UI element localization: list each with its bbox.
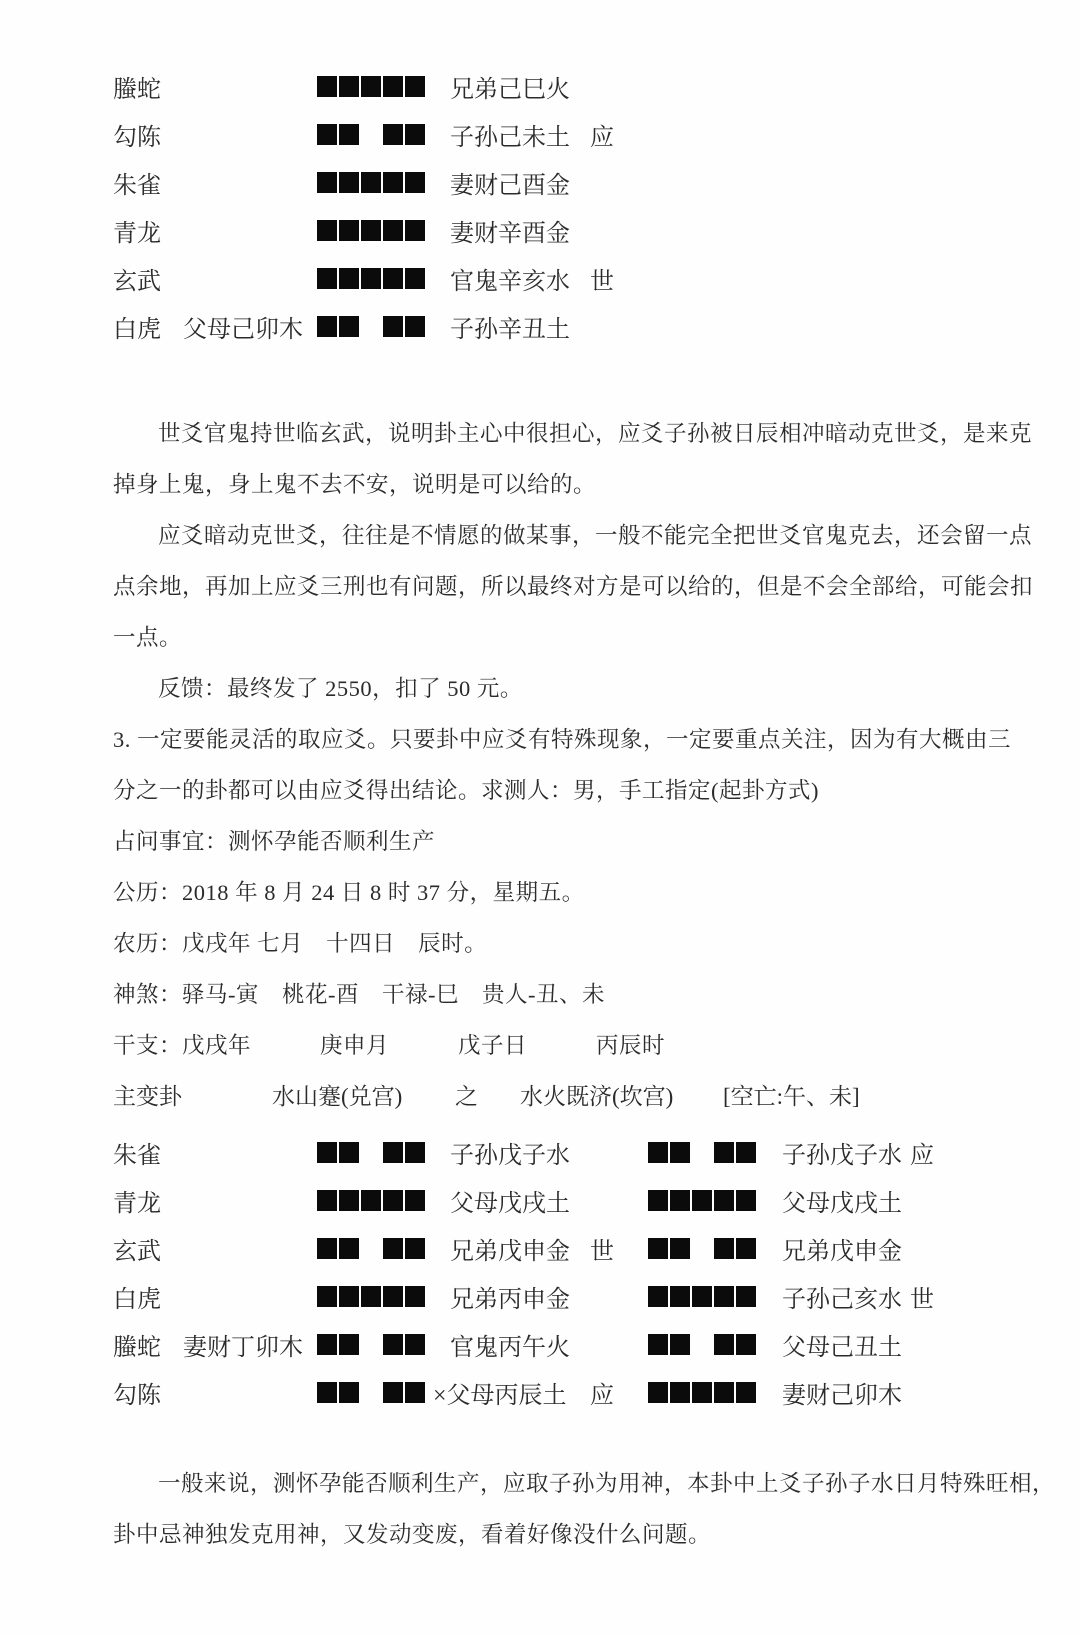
analysis-paragraph-line: 点余地，再加上应爻三刑也有问题，所以最终对方是可以给的，但是不会全部给，可能会扣 bbox=[113, 574, 1034, 599]
yao-text: 官鬼辛亥水 bbox=[450, 268, 570, 295]
main-changed-gua-header bbox=[113, 1071, 1050, 1122]
hexagram-row bbox=[113, 110, 1050, 158]
yao-line bbox=[317, 124, 425, 145]
analysis-text bbox=[113, 408, 1050, 1122]
yao-text: 妻财辛酉金 bbox=[450, 220, 570, 247]
hexagram-single bbox=[113, 62, 1050, 350]
yao-line bbox=[317, 76, 425, 97]
yao-line bbox=[648, 1334, 756, 1355]
yao-text: 兄弟戊申金 bbox=[782, 1238, 902, 1265]
hexagram-row bbox=[113, 1320, 1050, 1368]
analysis-paragraph-line: 应爻暗动克世爻，往往是不情愿的做某事，一般不能完全把世爻官鬼克去，还会留一点 bbox=[158, 523, 1033, 548]
shi-ying-marker: 世 bbox=[910, 1286, 934, 1313]
yao-line bbox=[317, 268, 425, 289]
yao-line bbox=[648, 1142, 756, 1163]
hexagram-row bbox=[113, 254, 1050, 302]
yao-text: 官鬼丙午火 bbox=[450, 1334, 570, 1361]
shi-ying-marker: 世 bbox=[590, 1238, 614, 1265]
yao-text: 妻财己卯木 bbox=[782, 1382, 902, 1409]
feedback-line: 反馈：最终发了 2550，扣了 50 元。 bbox=[158, 676, 523, 701]
shi-ying-marker: 应 bbox=[590, 124, 614, 151]
analysis-paragraph-line: 一点。 bbox=[113, 625, 183, 650]
moving-line-text: ×父母丙辰土 bbox=[433, 1382, 567, 1409]
changed-gua-name: 水火既济(坎宫) bbox=[520, 1084, 674, 1109]
analysis-paragraph-line: 掉身上鬼，身上鬼不去不安，说明是可以给的。 bbox=[113, 472, 597, 497]
yao-text: 子孙己亥水 bbox=[782, 1286, 902, 1313]
hexagram-row bbox=[113, 62, 1050, 110]
six-spirit-label: 朱雀 bbox=[113, 172, 161, 199]
yao-line bbox=[648, 1238, 756, 1259]
yao-text: 妻财己酉金 bbox=[450, 172, 570, 199]
hexagram-row bbox=[113, 302, 1050, 350]
hexagram-row bbox=[113, 1224, 1050, 1272]
yao-line bbox=[317, 1190, 425, 1211]
yao-line bbox=[317, 1142, 425, 1163]
six-spirit-label: 青龙 bbox=[113, 220, 161, 247]
six-spirit-label: 白虎 bbox=[113, 1286, 161, 1313]
six-spirit-label: 玄武 bbox=[113, 1238, 161, 1265]
yao-text: 子孙辛丑土 bbox=[450, 316, 570, 343]
yao-text: 子孙己未土 bbox=[450, 124, 570, 151]
yao-line bbox=[648, 1286, 756, 1307]
list-item-3-line: 分之一的卦都可以由应爻得出结论。求测人：男，手工指定(起卦方式) bbox=[113, 778, 819, 803]
yao-line bbox=[648, 1190, 756, 1211]
yao-line bbox=[317, 1334, 425, 1355]
yao-text: 父母戊戌土 bbox=[450, 1190, 570, 1217]
fushen-label: 妻财丁卯木 bbox=[183, 1334, 303, 1361]
info-subject: 占问事宜：测怀孕能否顺利生产 bbox=[113, 829, 436, 854]
yao-text: 子孙戊子水 bbox=[450, 1142, 570, 1169]
shi-ying-marker: 应 bbox=[590, 1382, 614, 1409]
info-ganzhi: 干支：戊戌年 庚申月 戊子日 丙辰时 bbox=[113, 1033, 666, 1058]
yao-line bbox=[317, 220, 425, 241]
zhi-connector: 之 bbox=[455, 1084, 478, 1109]
yao-line bbox=[317, 172, 425, 193]
yao-line bbox=[317, 1286, 425, 1307]
closing-text bbox=[113, 1458, 1056, 1560]
hexagram-row bbox=[113, 1272, 1050, 1320]
info-shensha: 神煞：驿马-寅 桃花-酉 干禄-巳 贵人-丑、未 bbox=[113, 982, 605, 1007]
six-spirit-label: 螣蛇 bbox=[113, 1334, 161, 1361]
hexagram-row bbox=[113, 1176, 1050, 1224]
closing-paragraph-line: 一般来说，测怀孕能否顺利生产，应取子孙为用神，本卦中上爻子孙子水日月特殊旺相， bbox=[158, 1471, 1056, 1496]
six-spirit-label: 白虎 bbox=[113, 316, 161, 343]
kongwang-label: [空亡:午、未] bbox=[723, 1084, 860, 1109]
six-spirit-label: 朱雀 bbox=[113, 1142, 161, 1169]
yao-text: 父母戊戌土 bbox=[782, 1190, 902, 1217]
yao-text: 兄弟丙申金 bbox=[450, 1286, 570, 1313]
six-spirit-label: 勾陈 bbox=[113, 124, 161, 151]
analysis-paragraph-line: 世爻官鬼持世临玄武，说明卦主心中很担心，应爻子孙被日辰相冲暗动克世爻，是来克 bbox=[158, 421, 1033, 446]
yao-line bbox=[648, 1382, 756, 1403]
yao-text: 兄弟戊申金 bbox=[450, 1238, 570, 1265]
info-solar-date: 公历：2018 年 8 月 24 日 8 时 37 分，星期五。 bbox=[113, 880, 585, 905]
fushen-label: 父母己卯木 bbox=[183, 316, 303, 343]
main-changed-label: 主变卦 bbox=[113, 1084, 182, 1109]
shi-ying-marker: 世 bbox=[590, 268, 614, 295]
yao-line bbox=[317, 1238, 425, 1259]
six-spirit-label: 玄武 bbox=[113, 268, 161, 295]
hexagram-row bbox=[113, 206, 1050, 254]
six-spirit-label: 勾陈 bbox=[113, 1382, 161, 1409]
hexagram-row bbox=[113, 1368, 1050, 1416]
info-lunar-date: 农历：戊戌年 七月 十四日 辰时。 bbox=[113, 931, 488, 956]
six-spirit-label: 螣蛇 bbox=[113, 76, 161, 103]
yao-text: 子孙戊子水 bbox=[782, 1142, 902, 1169]
closing-paragraph-line: 卦中忌神独发克用神，又发动变废，看着好像没什么问题。 bbox=[113, 1522, 712, 1547]
yao-text: 兄弟己巳火 bbox=[450, 76, 570, 103]
yao-line bbox=[317, 316, 425, 337]
yao-line bbox=[317, 1382, 425, 1403]
list-item-3-line: 3. 一定要能灵活的取应爻。只要卦中应爻有特殊现象，一定要重点关注，因为有大概由三 bbox=[113, 727, 1012, 752]
yao-text: 父母己丑土 bbox=[782, 1334, 902, 1361]
hexagram-row bbox=[113, 1128, 1050, 1176]
hexagram-row bbox=[113, 158, 1050, 206]
shi-ying-marker: 应 bbox=[910, 1142, 934, 1169]
six-spirit-label: 青龙 bbox=[113, 1190, 161, 1217]
main-gua-name: 水山蹇(兑宫) bbox=[272, 1084, 403, 1109]
hexagram-pair bbox=[113, 1128, 1050, 1416]
